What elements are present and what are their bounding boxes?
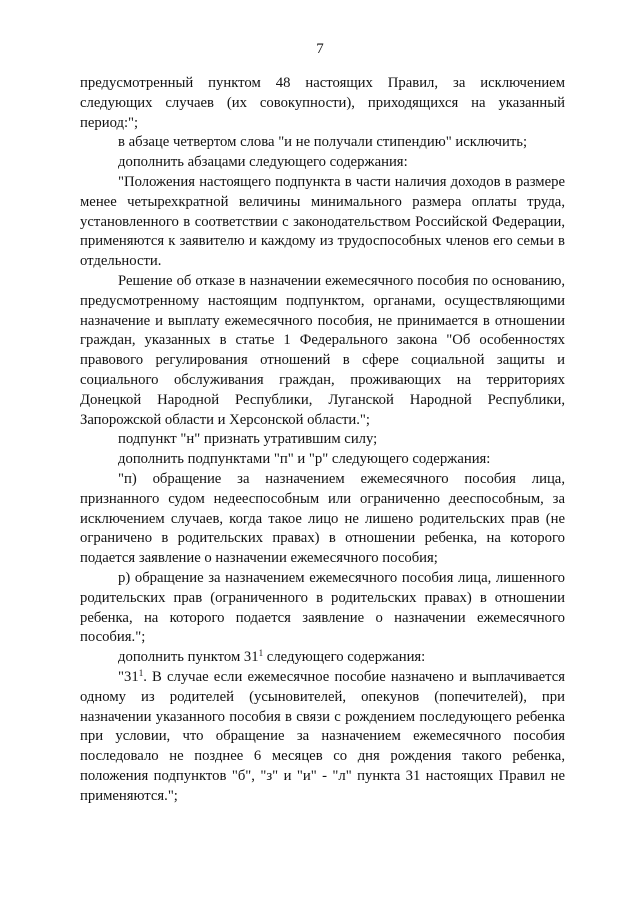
paragraph-provisions: "Положения настоящего подпункта в части наличия доходов в размере менее четырехкратной величины минимального размера оплаты труда, установленного в соответствии с законодательством Российской Федерации, применяются к заявителю и каждому из трудоспособных членов его семьи в отдельности. <box>80 173 565 270</box>
add-clause-text-start: дополнить пунктом 31 <box>118 649 259 666</box>
paragraph-clause-31-1 <box>80 668 565 807</box>
paragraph-continuation: предусмотренный пунктом 48 настоящих Правил, за исключением следующих случаев (их совокупности), приходящихся на указанный период:"; <box>80 75 565 131</box>
clause-number: "31 <box>118 668 139 685</box>
paragraph-subclause-n: подпункт "н" признать утратившим силу; <box>118 431 378 448</box>
paragraph-subclause-r: р) обращение за назначением ежемесячного пособия лица, лишенного родительских прав (ограниченного в родительских правах) в отношении ребенка, на которого подается заявление о назначении ежемесячного пособия."; <box>80 569 565 646</box>
add-clause-text-end: следующего содержания: <box>263 649 426 666</box>
page-number: 7 <box>316 41 324 57</box>
paragraph-add-abzacs: дополнить абзацами следующего содержания: <box>118 154 408 171</box>
paragraph-add-clause <box>80 648 565 668</box>
clause-number-superscript: 1 <box>138 667 144 678</box>
clause-body: . В случае если ежемесячное пособие назначено и выплачивается одному из родителей (усыновителей, опекунов (попечителей), при назначении указанного пособия в связи с рождением последующего ребенка при условии, что обращение за назначением ежемесячного пособия последовало не позднее 6 месяцев со дня рождения такого ребенка, положения подпунктов "б", "з" и "и" - "л" пункта 31 настоящих Правил не применяются."; <box>80 668 565 804</box>
paragraph-refusal-decision: Решение об отказе в назначении ежемесячного пособия по основанию, предусмотренному настоящим подпунктом, органами, осуществляющими назначение и выплату ежемесячного пособия, не принимается в отношении граждан, указанных в статье 1 Федерального закона "Об особенностях правового регулирования отношений в сфере социальной защиты и социального обслуживания граждан, проживающих на территориях Донецкой Народной Республики, Луганской Народной Республики, Запорожской области и Херсонской области."; <box>80 272 565 428</box>
document-body <box>80 74 565 806</box>
paragraph-subclause-p: "п) обращение за назначением ежемесячного пособия лица, признанного судом недееспособным или ограниченно дееспособным, за исключением случаев, когда такое лицо не лишено родительских прав (не ограничено в родительских правах) в отношении ребенка, на которого подается заявление о назначении ежемесячного пособия; <box>80 470 565 567</box>
paragraph-abzac-four: в абзаце четвертом слова "и не получали стипендию" исключить; <box>118 134 528 151</box>
add-clause-superscript: 1 <box>258 648 264 659</box>
paragraph-add-subclauses: дополнить подпунктами "п" и "р" следующего содержания: <box>118 451 491 468</box>
